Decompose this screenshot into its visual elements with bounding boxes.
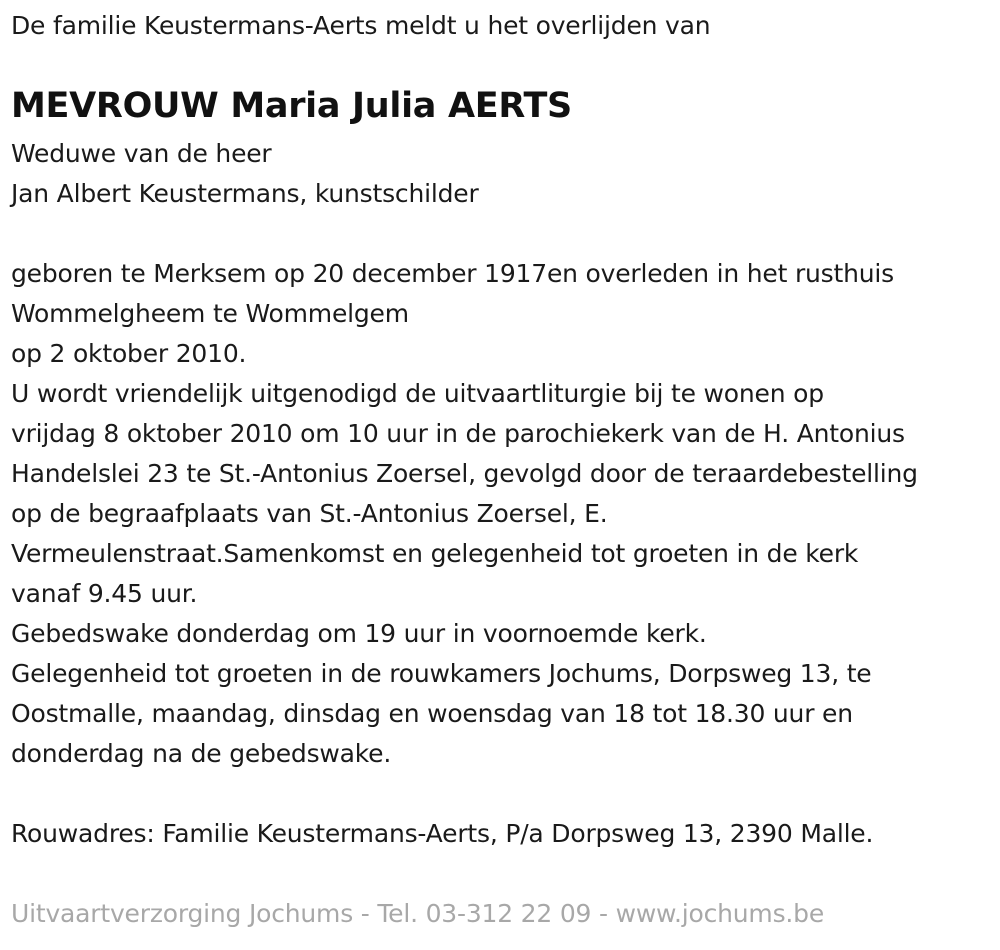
spouse-line: Weduwe van de heer <box>11 139 272 168</box>
body-line: Handelslei 23 te St.-Antonius Zoersel, gevolgd door de teraardebestelling <box>11 459 918 488</box>
spouse-line: Jan Albert Keustermans, kunstschilder <box>11 179 479 208</box>
notice-body <box>11 254 918 774</box>
body-line: Gelegenheid tot groeten in de rouwkamers Jochums, Dorpsweg 13, te <box>11 659 872 688</box>
body-line: Wommelgheem te Wommelgem <box>11 299 409 328</box>
body-line: Oostmalle, maandag, dinsdag en woensdag van 18 tot 18.30 uur en <box>11 699 853 728</box>
notice-intro: De familie Keustermans-Aerts meldt u het overlijden van <box>11 11 711 40</box>
body-line: vanaf 9.45 uur. <box>11 579 198 608</box>
body-line: U wordt vriendelijk uitgenodigd de uitvaartliturgie bij te wonen op <box>11 379 824 408</box>
body-line: op 2 oktober 2010. <box>11 339 247 368</box>
deceased-name: MEVROUW Maria Julia AERTS <box>11 86 572 126</box>
body-line: op de begraafplaats van St.-Antonius Zoersel, E. <box>11 499 608 528</box>
body-line: geboren te Merksem op 20 december 1917en overleden in het rusthuis <box>11 259 894 288</box>
spouse-block <box>11 134 479 214</box>
funeral-home-footer: Uitvaartverzorging Jochums - Tel. 03-312 22 09 - www.jochums.be <box>11 899 825 928</box>
mourning-address: Rouwadres: Familie Keustermans-Aerts, P/a Dorpsweg 13, 2390 Malle. <box>11 819 874 848</box>
body-line: Gebedswake donderdag om 19 uur in voornoemde kerk. <box>11 619 707 648</box>
body-line: vrijdag 8 oktober 2010 om 10 uur in de parochiekerk van de H. Antonius <box>11 419 905 448</box>
body-line: Vermeulenstraat.Samenkomst en gelegenheid tot groeten in de kerk <box>11 539 859 568</box>
body-line: donderdag na de gebedswake. <box>11 739 392 768</box>
